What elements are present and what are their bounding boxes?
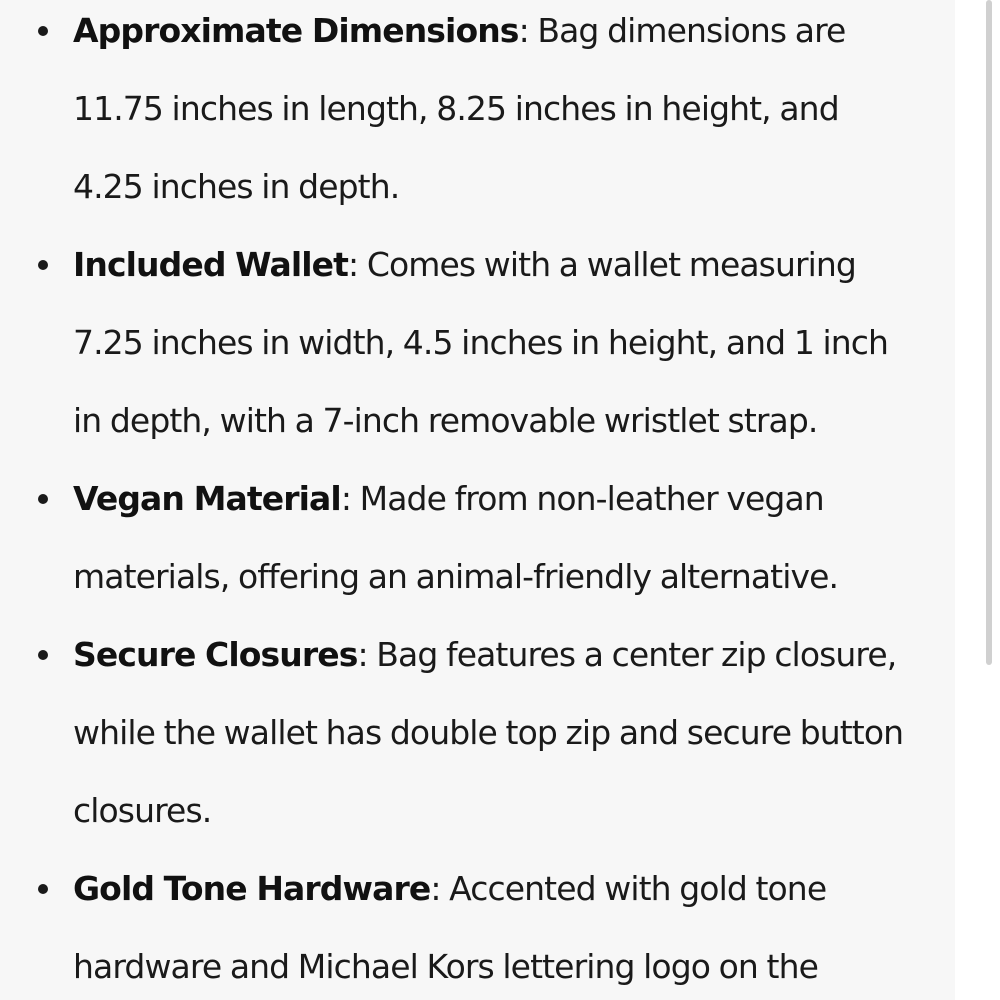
feature-separator: : (518, 11, 529, 50)
scrollbar-track[interactable] (955, 0, 1000, 1000)
feature-item-dimensions (0, 0, 955, 226)
bullet-icon (38, 494, 48, 504)
bullet-icon (38, 260, 48, 270)
feature-text: Bag dimensions are 11.75 inches in length, 8.25 inches in height, and 4.25 inches in depth. (73, 11, 846, 206)
feature-separator: : (430, 869, 441, 908)
bullet-icon (38, 650, 48, 660)
feature-item-hardware (0, 850, 955, 1000)
feature-text: Bag features a center zip closure, while the wallet has double top zip and secure button closures. (73, 635, 904, 830)
feature-text: Comes with a wallet measuring 7.25 inches in width, 4.5 inches in height, and 1 inch in depth, with a 7-inch removable wristlet strap. (73, 245, 889, 440)
scrollbar-thumb[interactable] (986, 0, 992, 665)
feature-item-wallet (0, 226, 955, 460)
feature-separator: : (357, 635, 368, 674)
feature-title: Approximate Dimensions (73, 11, 519, 50)
bullet-icon (38, 26, 48, 36)
feature-item-closures (0, 616, 955, 850)
feature-item-material (0, 460, 955, 616)
feature-title: Vegan Material (73, 479, 341, 518)
feature-text: Accented with gold tone hardware and Michael Kors lettering logo on the (73, 869, 827, 986)
feature-text: Made from non-leather vegan materials, offering an animal-friendly alternative. (73, 479, 839, 596)
feature-separator: : (348, 245, 359, 284)
feature-title: Gold Tone Hardware (73, 869, 431, 908)
feature-separator: : (340, 479, 352, 518)
feature-title: Secure Closures (73, 635, 358, 674)
feature-title: Included Wallet (73, 245, 349, 284)
bullet-icon (38, 884, 48, 894)
